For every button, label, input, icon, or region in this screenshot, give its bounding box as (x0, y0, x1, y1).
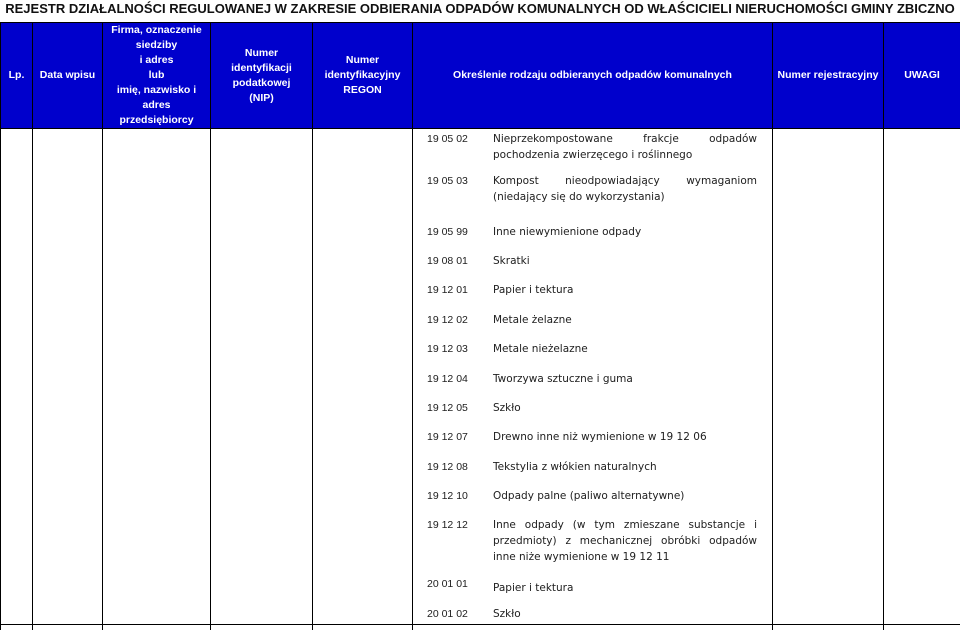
waste-desc: Szkło (493, 606, 771, 630)
list-item (413, 173, 772, 224)
header-nip-line: podatkowej (213, 76, 310, 91)
waste-code: 19 08 01 (413, 253, 493, 282)
list-item (413, 574, 772, 606)
header-firma-line: lub (105, 68, 208, 83)
waste-desc: Drewno inne niż wymienione w 19 12 06 (493, 429, 771, 459)
header-regon-line: REGON (315, 83, 410, 98)
list-item (413, 312, 772, 341)
header-firma-line: przedsiębiorcy (105, 113, 208, 128)
list-item (413, 253, 772, 282)
waste-code: 19 12 05 (413, 400, 493, 429)
cell-rodzaj-odpadow (413, 129, 773, 630)
waste-code: 20 01 02 (413, 606, 493, 630)
list-item (413, 224, 772, 253)
waste-code: 20 01 01 (413, 576, 493, 606)
waste-code: 19 12 04 (413, 371, 493, 400)
header-rodzaj-odpadow: Określenie rodzaju odbieranych odpadów komunalnych (413, 23, 773, 129)
waste-desc: Inne odpady (w tym zmieszane substancje i przedmioty) z mechanicznej obróbki odpadów inne niże wymienione w 19 12 11 (493, 517, 771, 574)
cell-uwagi (884, 129, 960, 630)
header-regon-line: Numer (315, 53, 410, 68)
waste-code: 19 12 12 (413, 517, 493, 574)
waste-code: 19 12 03 (413, 341, 493, 371)
list-item (413, 282, 772, 312)
waste-code: 19 12 10 (413, 488, 493, 517)
list-item (413, 341, 772, 371)
list-item (413, 459, 772, 488)
waste-code: 19 12 07 (413, 429, 493, 459)
cell-firma (103, 129, 211, 630)
waste-desc: Metale żelazne (493, 312, 771, 341)
header-firma-line: imię, nazwisko i adres (105, 83, 208, 113)
list-item (413, 429, 772, 459)
waste-code: 19 12 01 (413, 282, 493, 312)
waste-code: 19 05 03 (413, 173, 493, 224)
cell-regon (313, 129, 413, 630)
header-nip-line: (NIP) (213, 91, 310, 106)
cell-data-wpisu (33, 129, 103, 630)
waste-desc: Metale nieżelazne (493, 341, 771, 371)
waste-desc: Papier i tektura (493, 576, 771, 606)
register-table (0, 22, 960, 630)
list-item (413, 488, 772, 517)
header-nip (211, 23, 313, 129)
header-data-wpisu: Data wpisu (33, 23, 103, 129)
page-title: REJESTR DZIAŁALNOŚCI REGULOWANEJ W ZAKRESIE ODBIERANIA ODPADÓW KOMUNALNYCH OD WŁAŚCICIELI NIERUCHOMOŚCI GMINY ZBICZNO (0, 0, 960, 23)
header-lp: Lp. (1, 23, 33, 129)
header-nip-line: identyfikacji (213, 61, 310, 76)
cell-lp (1, 129, 33, 630)
waste-list (413, 129, 772, 630)
list-item (413, 606, 772, 630)
waste-desc: Odpady palne (paliwo alternatywne) (493, 488, 771, 517)
waste-code: 19 12 02 (413, 312, 493, 341)
header-firma-line: i adres (105, 53, 208, 68)
cell-numer-rejestracyjny (773, 129, 884, 630)
list-item (413, 517, 772, 574)
header-firma-line: Firma, oznaczenie siedziby (105, 23, 208, 53)
header-numer-rejestracyjny: Numer rejestracyjny (773, 23, 884, 129)
waste-desc: Kompost nieodpowiadający wymaganiom (niedający się do wykorzystania) (493, 173, 771, 224)
header-nip-line: Numer (213, 46, 310, 61)
waste-desc: Papier i tektura (493, 282, 771, 312)
header-regon-line: identyfikacyjny (315, 68, 410, 83)
waste-desc: Skratki (493, 253, 771, 282)
waste-code: 19 05 99 (413, 224, 493, 253)
waste-desc: Nieprzekompostowane frakcje odpadów pochodzenia zwierzęcego i roślinnego (493, 131, 771, 173)
table-bottom-border (0, 624, 960, 625)
waste-code: 19 12 08 (413, 459, 493, 488)
list-item (413, 131, 772, 173)
waste-desc: Inne niewymienione odpady (493, 224, 771, 253)
list-item (413, 400, 772, 429)
waste-code: 19 05 02 (413, 131, 493, 173)
header-firma (103, 23, 211, 129)
cell-nip (211, 129, 313, 630)
waste-desc: Tekstylia z włókien naturalnych (493, 459, 771, 488)
waste-desc: Tworzywa sztuczne i guma (493, 371, 771, 400)
table-row (1, 129, 960, 630)
header-row (1, 23, 960, 129)
waste-desc: Szkło (493, 400, 771, 429)
list-item (413, 371, 772, 400)
header-regon (313, 23, 413, 129)
header-uwagi: UWAGI (884, 23, 960, 129)
